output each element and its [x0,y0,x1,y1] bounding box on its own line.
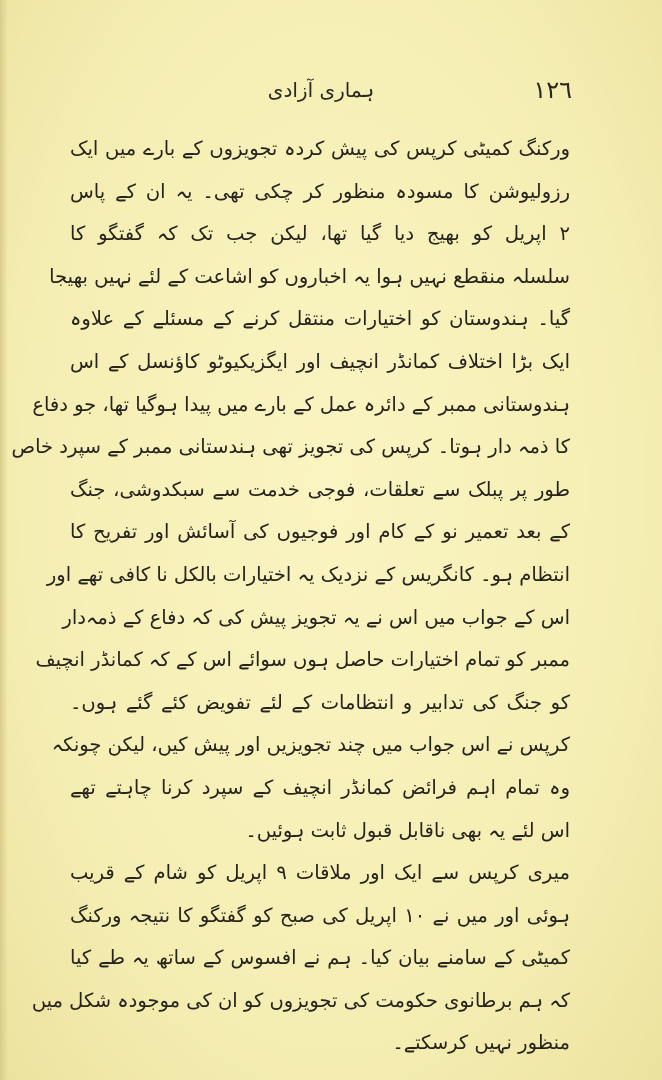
text-line: ۲ اپریل کو بھیج دیا گیا تھا، لیکن جب تک کہ گفتگو کا [70,222,570,246]
page-gutter-shadow [0,0,8,1080]
text-line: ہوئی اور میں نے ۱۰ اپریل کی صبح کو گفتگو کا نتیجہ ورکنگ [70,903,570,927]
page-header [70,72,572,112]
text-line: سلسلہ منقطع نہیں ہوا یہ اخباروں کو اشاعت کے لئے نہیں بھیجا [49,264,570,288]
text-line: کہ ہم برطانوی حکومت کی تجویزوں کو ان کی موجودہ شکل میں [31,988,570,1012]
text-line: کو جنگ کی تدابیر و انتظامات کے لئے تفویض کئے گئے ہوں۔ [70,690,570,714]
text-line: اس لئے یہ بھی ناقابل قبول ثابت ہوئیں۔ [245,818,570,842]
text-line: کرپس نے اس جواب میں چند تجویزیں اور پیش کیں، لیکن چونکہ [51,733,570,757]
page-number: ١٢٦ [533,76,572,104]
text-line: وہ تمام اہم فرائض کمانڈر انچیف کے سپرد کرنا چاہتے تھے [70,775,570,799]
text-line: طور پر پبلک سے تعلقات، فوجی خدمت سے سبکدوشی، جنگ [70,477,570,501]
text-line: کمیٹی کے سامنے بیان کیا۔ ہم نے افسوس کے ساتھ یہ طے کیا [70,946,570,970]
text-line: انتظام ہو۔ کانگریس کے نزدیک یہ اختیارات بالکل نا کافی تھے اور [46,562,570,586]
text-line: ہندوستانی ممبر کے دائرہ عمل کے بارے میں پیدا ہوگیا تھا، جو دفاع [32,392,570,416]
text-line: اس کے جواب میں اس نے یہ تجویز پیش کی کہ دفاع کے ذمہ‌دار [62,605,570,629]
text-line: کے بعد تعمیر نو کے کام اور فوجیوں کی آسائش اور تفریح کا [70,520,570,544]
text-line: ممبر کو تمام اختیارات حاصل ہوں سوائے اس کے کہ کمانڈر انچیف [35,648,570,672]
text-line: میری کرپس سے ایک اور ملاقات ۹ اپریل کو شام کے قریب [70,861,571,885]
text-line: رزولیوشن کا مسودہ منظور کر چکی تھی۔ یہ ان کے پاس [70,179,570,203]
text-line: گیا۔ ہندوستان کو اختیارات منتقل کرنے کے مسئلے کے علاوہ [70,307,570,331]
text-line: منظور نہیں کرسکتے۔ [392,1031,570,1055]
text-line: ایک بڑا اختلاف کمانڈر انچیف اور ایگزیکیوٹو کاؤنسل کے اس [70,349,570,373]
text-line: کا ذمہ دار ہوتا۔ کرپس کی تجویز تھی ہندستانی ممبر کے سپرد خاص [11,435,570,459]
running-head-title: ہماری آزادی [267,78,375,102]
body-text [11,128,571,1065]
text-line: ورکنگ کمیٹی کرپس کی پیش کردہ تجویزوں کے بارے میں ایک [70,137,570,160]
